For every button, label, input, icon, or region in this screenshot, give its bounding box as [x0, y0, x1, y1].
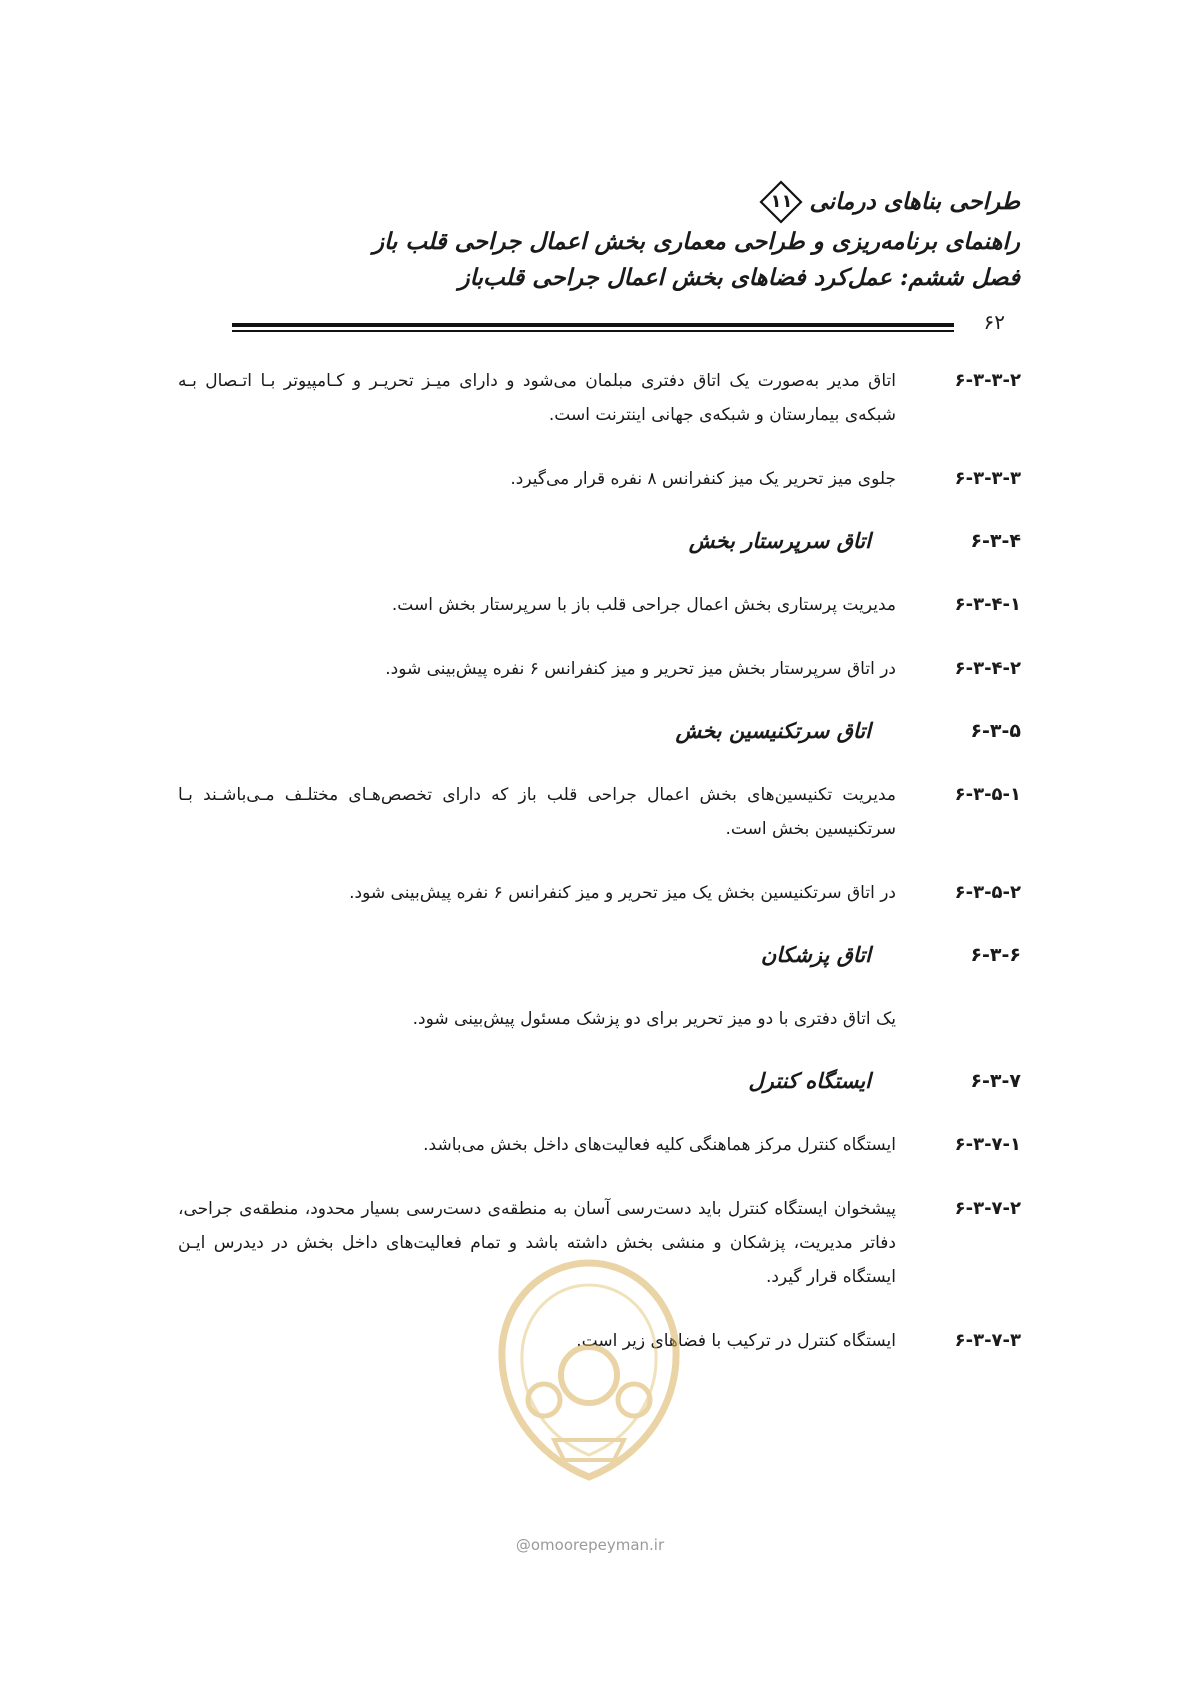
heading-text: اتاق سرپرستار بخش — [688, 528, 871, 553]
item-text: مدیریت پرستاری بخش اعمال جراحی قلب باز با سرپرستار بخش است. — [391, 595, 896, 615]
paragraph-item — [178, 1002, 1021, 1036]
heading-text: اتاق سرتکنیسین بخش — [675, 718, 871, 743]
chapter-title: فصل ششم: عمل‌کرد فضاهای بخش اعمال جراحی قلب‌باز — [458, 264, 1020, 291]
watermark-url: @omoorepeyman.ir — [515, 1536, 665, 1554]
item-text: در اتاق سرتکنیسین بخش یک میز تحریر و میز کنفرانس ۶ نفره پیش‌بینی شود. — [349, 883, 896, 903]
item-number: ۶-۳-۷-۱ — [954, 1134, 1021, 1155]
page-number: ۶۲ — [983, 310, 1005, 334]
item-number: ۶-۳-۷ — [970, 1070, 1021, 1092]
item-number: ۶-۳-۵ — [970, 720, 1021, 742]
item-number: ۶-۳-۷-۳ — [954, 1330, 1021, 1351]
page-header — [200, 180, 1020, 296]
header-rule — [232, 323, 954, 332]
volume-number: ۱۱ — [770, 191, 793, 212]
section-heading — [178, 714, 1021, 748]
paragraph-item — [178, 778, 1021, 846]
paragraph-item — [178, 652, 1021, 686]
section-heading — [178, 1064, 1021, 1098]
item-text: در اتاق سرپرستار بخش میز تحریر و میز کنفرانس ۶ نفره پیش‌بینی شود. — [385, 659, 896, 679]
paragraph-item — [178, 876, 1021, 910]
series-title-row — [200, 180, 1020, 224]
section-heading — [178, 524, 1021, 558]
paragraph-item — [178, 364, 1021, 432]
paragraph-item — [178, 1128, 1021, 1162]
item-number: ۶-۳-۵-۲ — [954, 882, 1021, 903]
item-number: ۶-۳-۴-۱ — [954, 594, 1021, 615]
item-number: ۶-۳-۴ — [970, 530, 1021, 552]
item-number: ۶-۳-۳-۳ — [954, 468, 1021, 489]
document-body — [178, 364, 1021, 1358]
volume-badge — [759, 180, 803, 224]
paragraph-item — [178, 462, 1021, 496]
heading-text: اتاق پزشکان — [760, 942, 871, 967]
item-number: ۶-۳-۷-۲ — [954, 1198, 1021, 1219]
watermark-seal-icon — [484, 1255, 694, 1495]
item-number: ۶-۳-۶ — [970, 944, 1021, 966]
item-number: ۶-۳-۴-۲ — [954, 658, 1021, 679]
paragraph-item — [178, 588, 1021, 622]
item-text: یک اتاق دفتری با دو میز تحریر برای دو پزشک مسئول پیش‌بینی شود. — [412, 1009, 896, 1029]
item-text: پیشخوان ایستگاه کنترل باید دست‌رسی آسان به منطقه‌ی دست‌رسی بسیار محدود، منطقه‌ی جراحی، دفاتر مدیریت، پزشکان و منشی بخش داشته باشد و تمام فعالیت‌های داخل بخش در دیدرس ایـن ایستگاه قرار گیرد. — [178, 1199, 896, 1287]
heading-text: ایستگاه کنترل — [748, 1068, 871, 1093]
book-title: راهنمای برنامه‌ریزی و طراحی معماری بخش اعمال جراحی قلب باز — [372, 228, 1020, 255]
item-text: جلوی میز تحریر یک میز کنفرانس ۸ نفره قرار می‌گیرد. — [510, 469, 896, 489]
item-number: ۶-۳-۵-۱ — [954, 784, 1021, 805]
series-title: طراحی بناهای درمانی — [809, 188, 1020, 215]
section-heading — [178, 938, 1021, 972]
item-text: مدیریت تکنیسین‌های بخش اعمال جراحی قلب باز که دارای تخصص‌هـای مختلـف مـی‌باشـند بـا سرتکنیسین بخش است. — [178, 785, 896, 839]
item-text: ایستگاه کنترل در ترکیب با فضاهای زیر است. — [576, 1331, 896, 1351]
item-text: اتاق مدیر به‌صورت یک اتاق دفتری مبلمان می‌شود و دارای میـز تحریـر و کـامپیوتر بـا اتـصال بـه شبکه‌ی بیمارستان و شبکه‌ی جهانی اینترنت است. — [178, 371, 896, 425]
item-number: ۶-۳-۳-۲ — [954, 370, 1021, 391]
item-text: ایستگاه کنترل مرکز هماهنگی کلیه فعالیت‌های داخل بخش می‌باشد. — [423, 1135, 896, 1155]
